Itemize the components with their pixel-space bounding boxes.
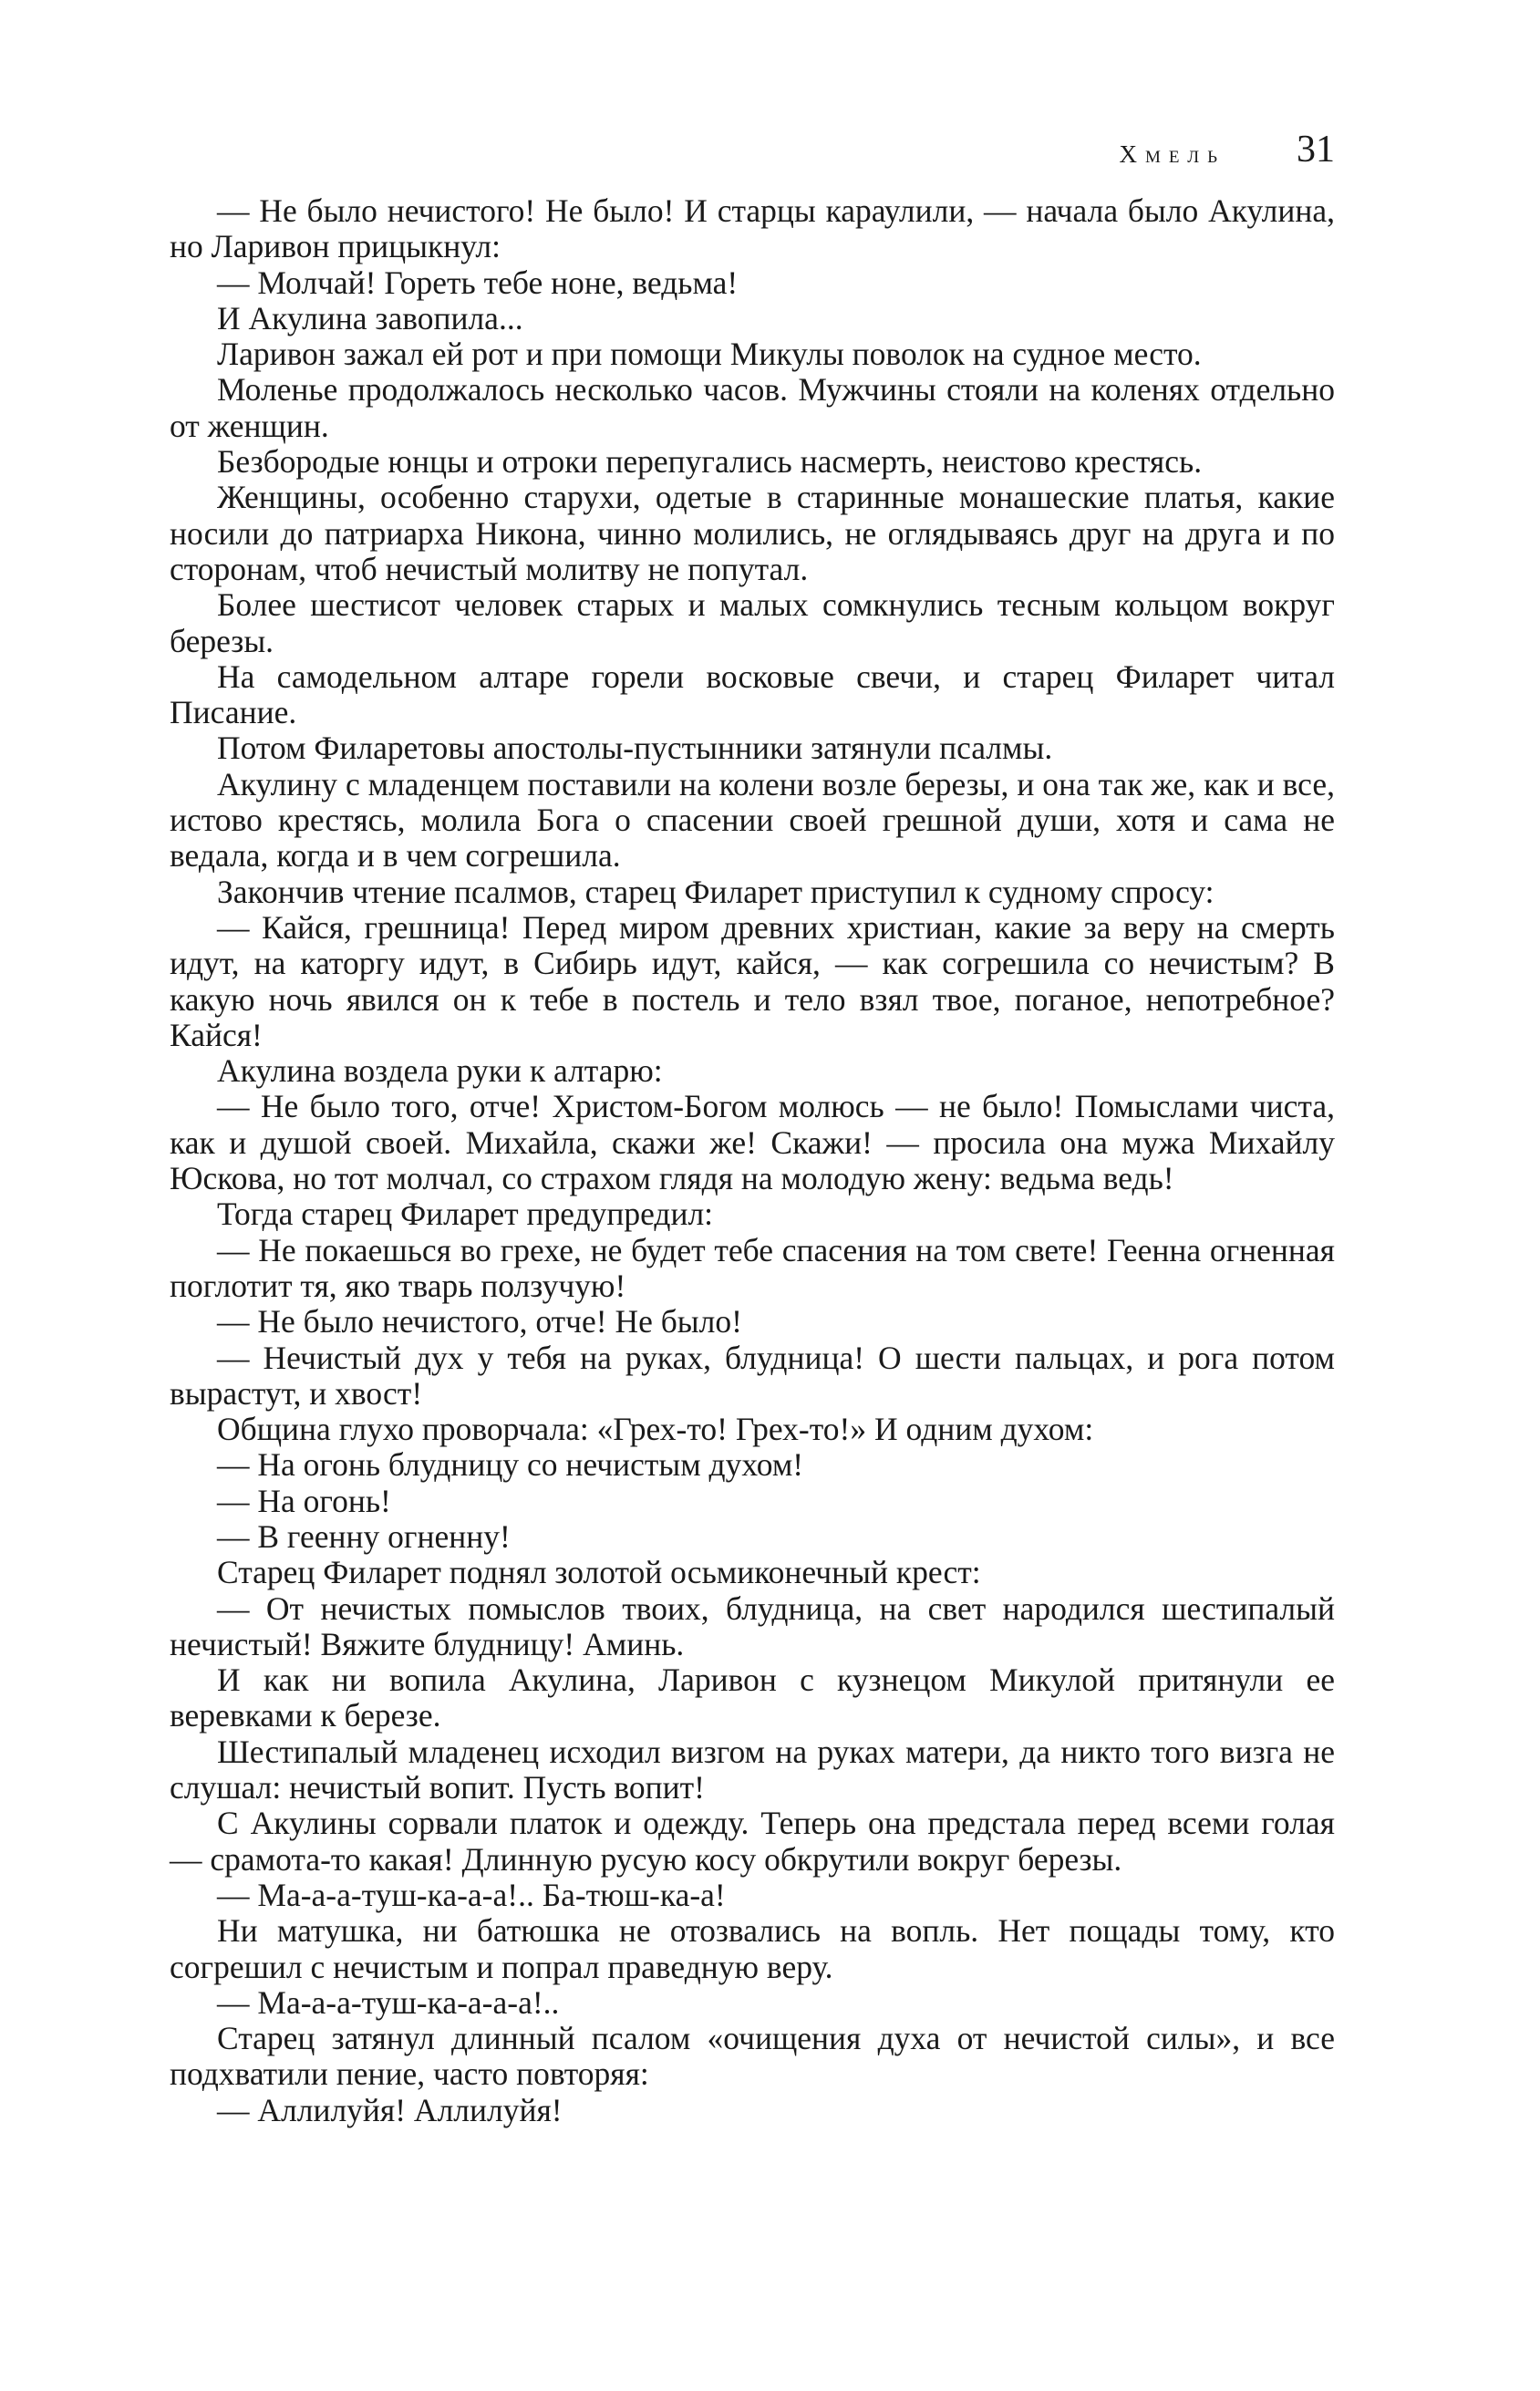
paragraph: Акулину с младенцем поставили на колени возле березы, и она так же, как и все, истово крестясь, молила Бога о спасении своей грешной души, хотя и сама не ведала, когда и в чем согрешила.	[170, 765, 1335, 875]
paragraph: — Молчай! Гореть тебе ноне, ведьма!	[217, 264, 739, 301]
paragraph: — Не покаешься во грехе, не будет тебе спасения на том свете! Геенна огненная поглотит тя, яко тварь ползучую!	[170, 1231, 1335, 1304]
paragraph: Старец затянул длинный псалом «очищения духа от нечистой силы», и все подхватили пение, часто повторяя:	[170, 2020, 1335, 2093]
paragraph: И Акулина завопила...	[217, 299, 523, 336]
paragraph: И как ни вопила Акулина, Ларивон с кузнецом Микулой притянули ее веревками к березе.	[170, 1661, 1335, 1734]
paragraph: — В геенну огненну!	[217, 1517, 511, 1555]
body-text	[170, 193, 1335, 2128]
paragraph: С Акулины сорвали платок и одежду. Теперь она предстала перед всеми голая — срамота-то какая! Длинную русую косу обкрутили вокруг березы.	[170, 1805, 1335, 1878]
paragraph: На самодельном алтаре горели восковые свечи, и старец Филарет читал Писание.	[170, 657, 1335, 731]
paragraph: Безбородые юнцы и отроки перепугались насмерть, неистово крестясь.	[217, 443, 1203, 481]
running-title: Хмель	[1119, 140, 1225, 168]
paragraph: Акулина воздела руки к алтарю:	[217, 1052, 663, 1090]
paragraph: Тогда старец Филарет предупредил:	[217, 1196, 714, 1233]
paragraph: Потом Филаретовы апостолы-пустынники затянули псалмы.	[217, 730, 1053, 767]
paragraph: Ларивон зажал ей рот и при помощи Микулы поволок на судное место.	[217, 336, 1202, 373]
paragraph: — Ма-а-а-туш-ка-а-а!.. Ба-тюш-ка-а!	[217, 1876, 726, 1913]
paragraph: Шестипалый младенец исходил визгом на руках матери, да никто того визга не слушал: нечистый вопит. Пусть вопит!	[170, 1733, 1335, 1806]
paragraph: — Нечистый дух у тебя на руках, блудница! О шести пальцах, и рога потом вырастут, и хвост!	[170, 1339, 1335, 1412]
paragraph: Более шестисот человек старых и малых сомкнулись тесным кольцом вокруг березы.	[170, 586, 1335, 659]
paragraph: Ни матушка, ни батюшка не отозвались на вопль. Нет пощады тому, кто согрешил с нечистым и попрал праведную веру.	[170, 1912, 1335, 1985]
paragraph: — Ма-а-а-туш-ка-а-а-а!..	[217, 1983, 560, 2021]
paragraph: Старец Филарет поднял золотой осьмиконечный крест:	[217, 1554, 981, 1591]
paragraph: — Кайся, грешница! Перед миром древних христиан, какие за веру на смерть идут, на каторгу идут, в Сибирь идут, кайся, — как согрешила со нечистым? В какую ночь явился он к тебе в постель и тело взял твое, поганое, непотребное? Кайся!	[170, 908, 1335, 1053]
paragraph: — От нечистых помыслов твоих, блудница, на свет народился шестипалый нечистый! Вяжите блудницу! Аминь.	[170, 1589, 1335, 1662]
paragraph: — На огонь!	[217, 1482, 391, 1519]
paragraph: Женщины, особенно старухи, одетые в старинные монашеские платья, какие носили до патриарха Никона, чинно молились, не оглядываясь друг на друга и по сторонам, чтоб нечистый молитву не попутал.	[170, 479, 1335, 587]
paragraph: Моленье продолжалось несколько часов. Мужчины стояли на коленях отдельно от женщин.	[170, 371, 1335, 444]
paragraph: — Не было того, отче! Христом-Богом молюсь — не было! Помыслами чиста, как и душой своей. Михайла, скажи же! Скажи! — просила она мужа Михайлу Юскова, но тот молчал, со страхом глядя на молодую жену: ведьма ведь!	[170, 1088, 1335, 1197]
paragraph: — Не было нечистого! Не было! И старцы караулили, — начала было Акулина, но Ларивон прицыкнул:	[170, 192, 1335, 265]
paragraph: Община глухо проворчала: «Грех-то! Грех-то!» И одним духом:	[217, 1411, 1094, 1448]
paragraph: — Не было нечистого, отче! Не было!	[217, 1303, 742, 1340]
paragraph: — Аллилуйя! Аллилуйя!	[217, 2091, 563, 2128]
paragraph: — На огонь блудницу со нечистым духом!	[217, 1446, 804, 1484]
page-number: 31	[1297, 129, 1335, 171]
running-head	[170, 128, 1335, 171]
paragraph: Закончив чтение псалмов, старец Филарет приступил к судному спросу:	[217, 873, 1214, 910]
